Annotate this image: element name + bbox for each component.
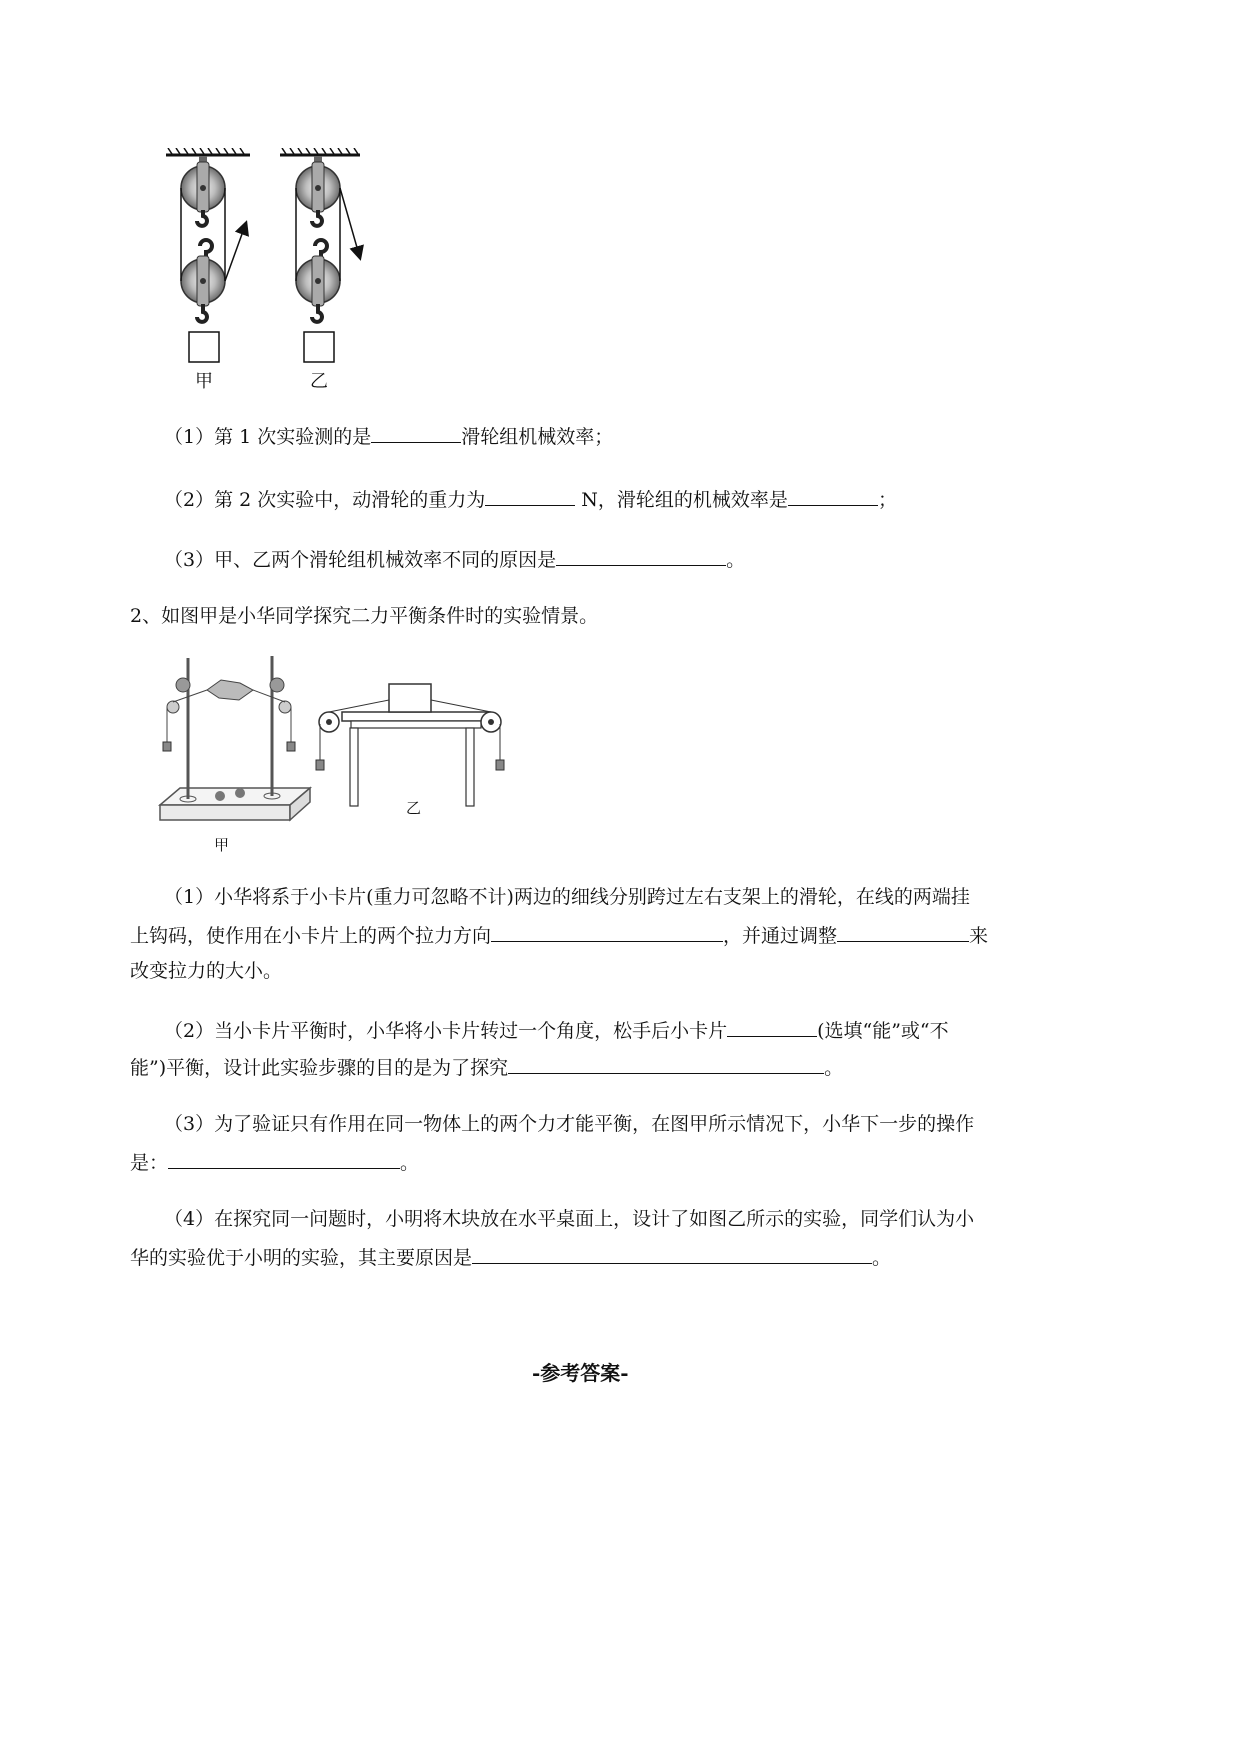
figure1-label-b: 乙 bbox=[310, 371, 328, 392]
answer-blank[interactable] bbox=[556, 543, 726, 566]
q2-part2-line1: （2）当小卡片平衡时，小华将小卡片转过一个角度，松手后小卡片 (选填“能”或“不 bbox=[164, 1014, 949, 1046]
q2-part3-line2: 是： 。 bbox=[130, 1146, 419, 1178]
q2-part1-line2: 上钩码，使作用在小卡片上的两个拉力方向 ，并通过调整 来 bbox=[130, 919, 988, 951]
figure2-label-a: 甲 bbox=[214, 836, 230, 854]
apparatus-b bbox=[316, 684, 504, 806]
q2-intro: 2、如图甲是小华同学探究二力平衡条件时的实验情景。 bbox=[130, 605, 599, 627]
answer-blank[interactable] bbox=[485, 483, 575, 506]
q2-part4-line2: 华的实验优于小明的实验，其主要原因是 。 bbox=[130, 1241, 891, 1273]
pulley-figure bbox=[160, 148, 420, 398]
q1-part1: （1）第 1 次实验测的是 滑轮组机械效率； bbox=[164, 420, 613, 452]
ceiling-a bbox=[166, 148, 250, 155]
pulley-system-b bbox=[296, 156, 360, 362]
q2-part3-line1: （3）为了验证只有作用在同一物体上的两个力才能平衡，在图甲所示情况下，小华下一步的操作 bbox=[164, 1113, 975, 1135]
answer-key-title: -参考答案- bbox=[532, 1361, 629, 1385]
apparatus-a bbox=[160, 656, 310, 820]
q2-part2-line2: 能”)平衡，设计此实验步骤的目的是为了探究 。 bbox=[130, 1051, 843, 1083]
figure2-label-b: 乙 bbox=[406, 799, 422, 817]
figure1-label-a: 甲 bbox=[195, 371, 213, 392]
ceiling-b bbox=[280, 148, 360, 155]
answer-blank[interactable] bbox=[371, 420, 461, 443]
answer-blank[interactable] bbox=[788, 483, 878, 506]
answer-blank[interactable] bbox=[727, 1014, 817, 1037]
answer-blank[interactable] bbox=[168, 1146, 400, 1169]
answer-blank[interactable] bbox=[472, 1241, 872, 1264]
q2-part1-line1: （1）小华将系于小卡片(重力可忽略不计)两边的细线分别跨过左右支架上的滑轮，在线的两端挂 bbox=[164, 886, 970, 908]
q1-part2: （2）第 2 次实验中，动滑轮的重力为 N，滑轮组的机械效率是 ； bbox=[164, 483, 897, 515]
answer-blank[interactable] bbox=[491, 919, 723, 942]
q2-part4-line1: （4）在探究同一问题时，小明将木块放在水平桌面上，设计了如图乙所示的实验，同学们认为小 bbox=[164, 1208, 975, 1230]
answer-blank[interactable] bbox=[837, 919, 969, 942]
answer-blank[interactable] bbox=[508, 1051, 824, 1074]
q1-part3: （3）甲、乙两个滑轮组机械效率不同的原因是 。 bbox=[164, 543, 745, 575]
pulley-system-a bbox=[181, 156, 246, 362]
q2-part1-line3: 改变拉力的大小。 bbox=[130, 960, 283, 982]
balance-figure bbox=[155, 650, 515, 835]
